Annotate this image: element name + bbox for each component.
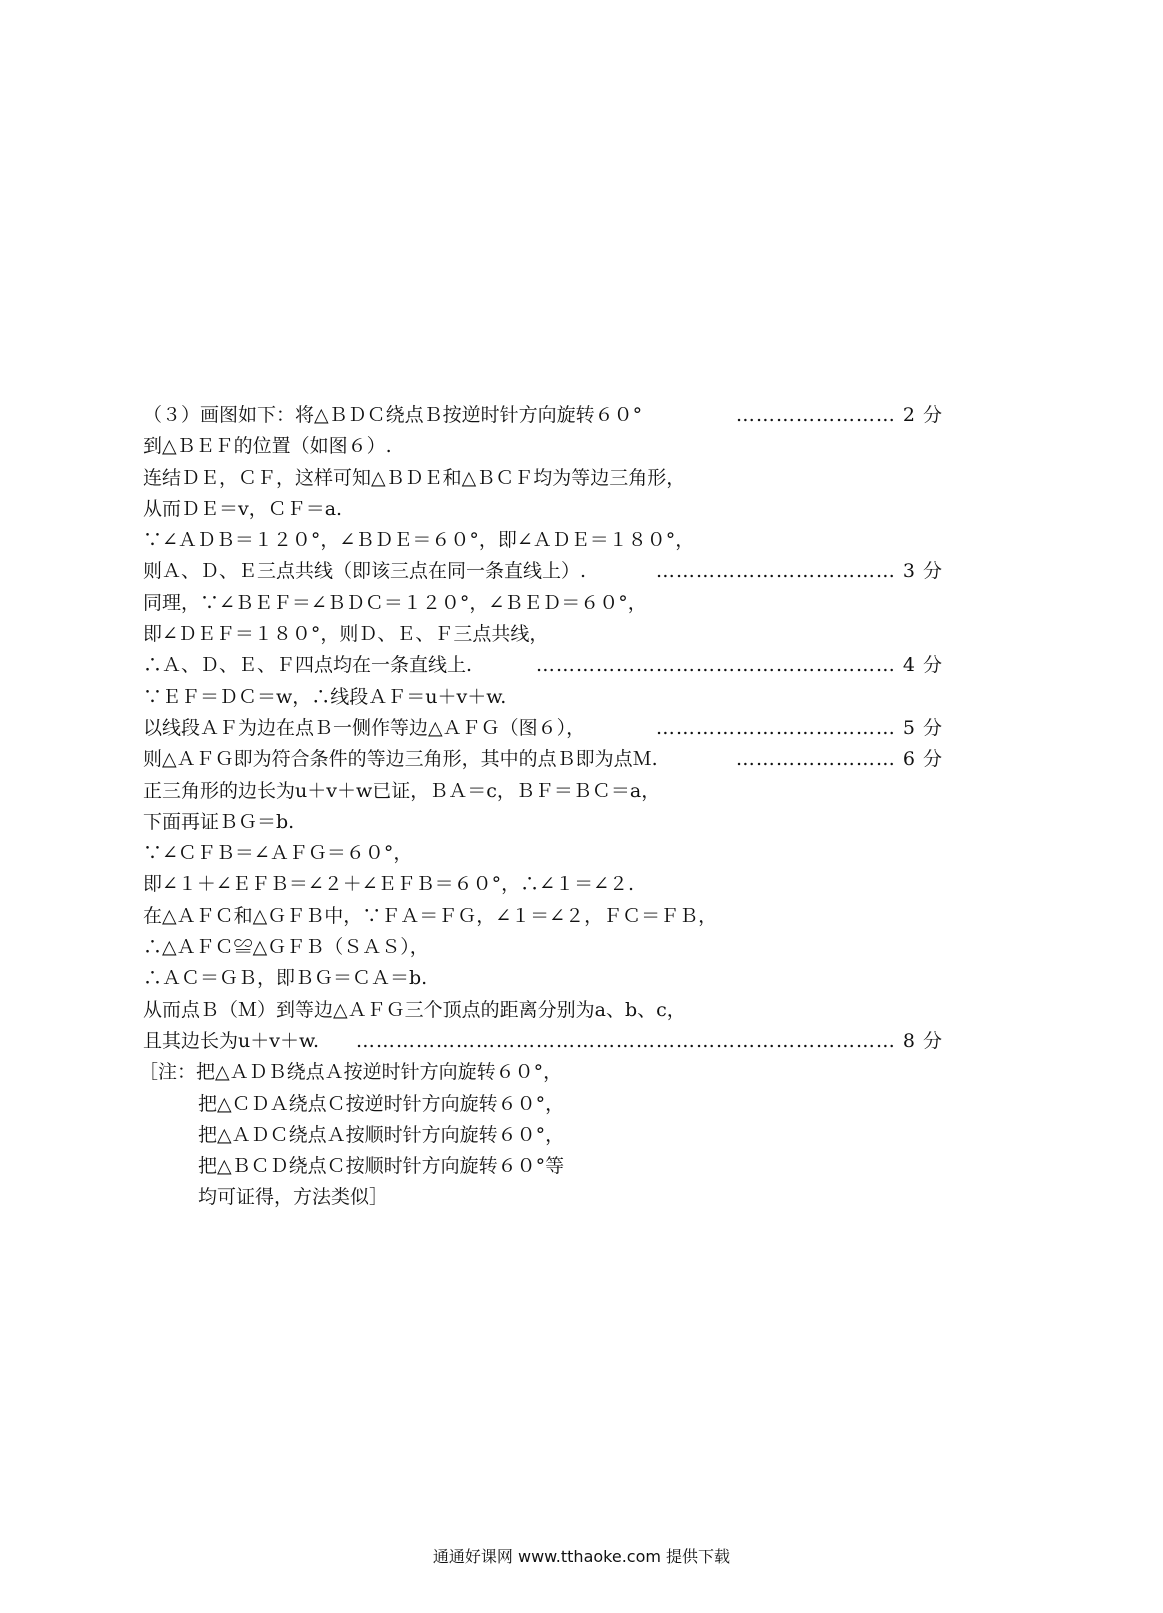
note-line [143, 1089, 943, 1120]
note-text: 把△ＡＤＣ绕点Ａ按顺时针方向旋转６０°， [198, 1123, 565, 1146]
line-text: 同理，∵∠ＢＥＦ＝∠ＢＤＣ＝１２０°，∠ＢＥＤ＝６０°， [143, 591, 647, 614]
note-text: 均可证得，方法类似］ [198, 1186, 389, 1209]
note-line [143, 1182, 943, 1213]
solution-line [143, 431, 943, 462]
line-text: ∵ＥＦ＝ＤＣ＝w，∴线段ＡＦ＝u＋v＋w. [143, 685, 507, 708]
score-marker: ……………………………… 5 分 [655, 716, 943, 739]
solution-line [143, 525, 943, 556]
solution-line [143, 744, 943, 775]
line-text: （３）画图如下：将△ＢＤＣ绕点Ｂ按逆时针方向旋转６０° [143, 404, 643, 426]
solution-line [143, 776, 943, 807]
solution-line [143, 588, 943, 619]
line-text: 到△ＢＥＦ的位置（如图６）. [143, 435, 392, 458]
score-marker: …………………… 2 分 [735, 404, 943, 426]
note-line [143, 1120, 943, 1151]
solution-line [143, 1026, 943, 1057]
solution-body [139, 400, 943, 1214]
line-text: ∴△ＡＦＣ≌△ＧＦＢ（ＳＡＳ）， [143, 936, 429, 959]
solution-line [143, 556, 943, 587]
solution-line [143, 807, 943, 838]
line-text: 从而ＤＥ＝v，ＣＦ＝a. [143, 497, 343, 520]
page-footer: 通通好课网 www.tthaoke.com 提供下载 [432, 1547, 731, 1566]
line-text: 则Ａ、Ｄ、Ｅ三点共线（即该三点在同一条直线上）. [143, 560, 587, 583]
solution-line [143, 838, 943, 869]
score-marker: …………………… 6 分 [735, 748, 943, 771]
solution-line [143, 619, 943, 650]
line-text: 即∠１＋∠ＥＦＢ＝∠２＋∠ＥＦＢ＝６０°，∴∠１＝∠２. [143, 873, 635, 896]
note-line [139, 1057, 943, 1088]
note-text: 把△ＢＣＤ绕点Ｃ按顺时针方向旋转６０°等 [198, 1155, 565, 1178]
line-text: 连结ＤＥ，ＣＦ，这样可知△ＢＤＥ和△ＢＣＦ均为等边三角形， [143, 466, 686, 489]
note-text: 把△ＣＤＡ绕点Ｃ按逆时针方向旋转６０°， [198, 1092, 565, 1115]
solution-line [143, 494, 943, 525]
solution-line [143, 869, 943, 900]
note-line [143, 1151, 943, 1182]
line-text: ∴Ａ、Ｄ、Ｅ、Ｆ四点均在一条直线上. [143, 654, 473, 677]
line-text: ∵∠ＡＤＢ＝１２０°，∠ＢＤＥ＝６０°，即∠ＡＤＥ＝１８０°， [143, 529, 695, 552]
line-text: 即∠ＤＥＦ＝１８０°，则Ｄ、Ｅ、Ｆ三点共线， [143, 623, 549, 646]
solution-line [143, 963, 943, 994]
line-text: ∴ＡＣ＝ＧＢ，即ＢＧ＝ＣＡ＝b. [143, 967, 428, 990]
line-text: 且其边长为u＋v＋w. [143, 1029, 320, 1052]
score-marker: ……………………………… 3 分 [655, 560, 943, 583]
score-marker: ……………………………………………… 4 分 [535, 654, 943, 677]
line-text: ∵∠ＣＦＢ＝∠ＡＦＧ＝６０°， [143, 842, 413, 865]
line-text: 从而点Ｂ（Ｍ）到等边△ＡＦＧ三个顶点的距离分别为a、b、c， [143, 998, 686, 1021]
note-text: ［注：把△ＡＤＢ绕点Ａ按逆时针方向旋转６０°， [139, 1061, 563, 1084]
solution-line [143, 400, 943, 431]
solution-line [143, 650, 943, 681]
line-text: 正三角形的边长为u＋v＋w已证，ＢＡ＝c，ＢＦ＝ＢＣ＝a， [143, 779, 661, 802]
line-text: 以线段ＡＦ为边在点Ｂ一侧作等边△ＡＦＧ（图６）， [143, 716, 586, 739]
solution-line [143, 713, 943, 744]
solution-line [143, 932, 943, 963]
line-text: 则△ＡＦＧ即为符合条件的等边三角形，其中的点Ｂ即为点Ｍ. [143, 748, 658, 771]
solution-line [143, 995, 943, 1026]
solution-line [143, 463, 943, 494]
line-text: 下面再证ＢＧ＝b. [143, 810, 295, 833]
score-marker: ……………………………………………………………………… 8 分 [355, 1029, 943, 1052]
solution-line [143, 682, 943, 713]
solution-line [143, 901, 943, 932]
line-text: 在△ＡＦＣ和△ＧＦＢ中，∵ＦＡ＝ＦＧ，∠１＝∠２，ＦＣ＝ＦＢ， [143, 904, 718, 927]
